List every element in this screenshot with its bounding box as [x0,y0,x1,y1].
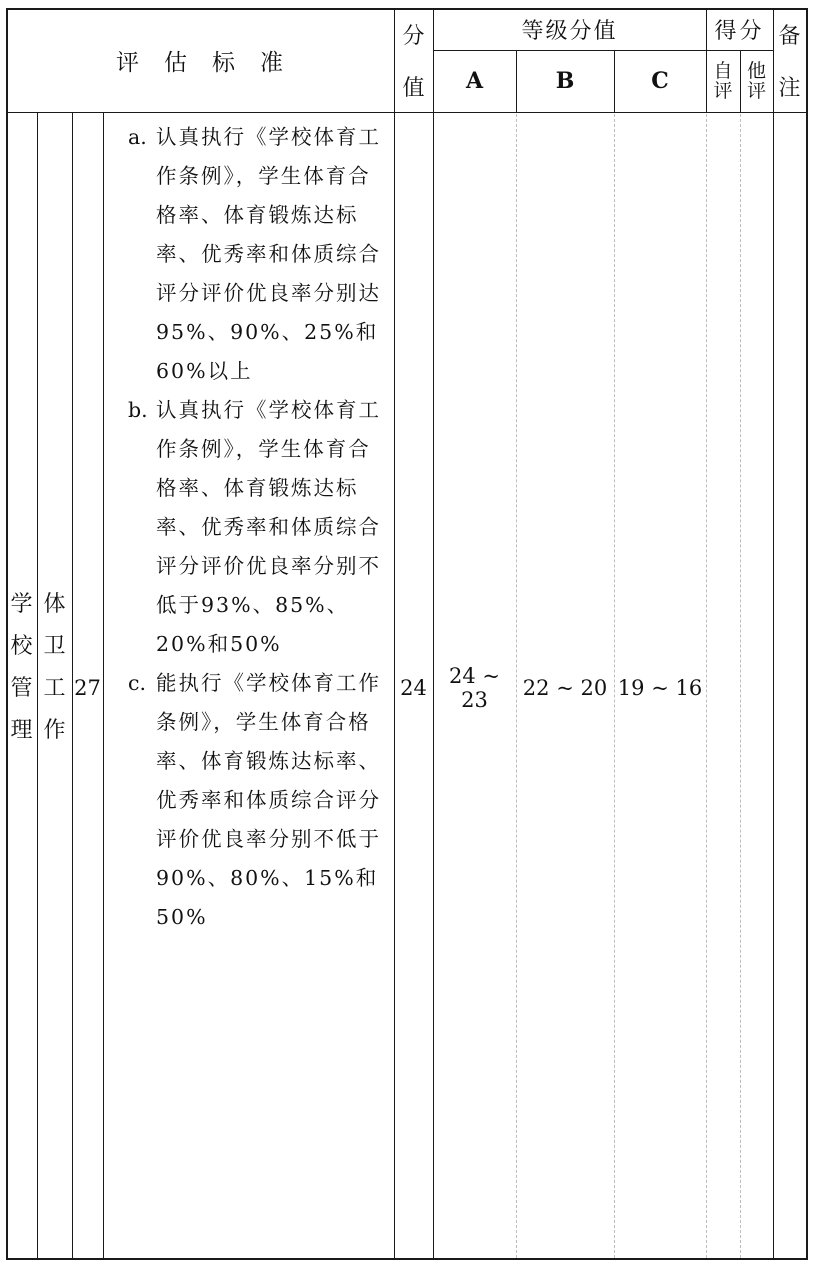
criteria-item-c [128,664,388,937]
category-char-4: 理 [10,718,33,743]
grade-b-header: B [555,68,575,94]
grade-values-header: 等级分值 [521,18,618,44]
border-right [806,8,808,1260]
category-cell [6,568,37,768]
criteria-text-b: 认真执行《学校体育工作条例》，学生体育合格率、体育锻炼达标率、优秀率和体质综合评分评价优良率分别不低于93%、85%、20%和50% [156,398,381,656]
grade-b-cell: 22 ~ 20 [522,676,608,700]
col-line-score-left [394,8,395,1258]
header-divider [6,112,808,113]
criteria-text-c: 能执行《学校体育工作条例》，学生体育合格率、体育锻炼达标率、优秀率和体质综合评分评价优良率分别不低于90%、80%、15%和50% [156,671,381,929]
subcategory-char-3: 工 [43,676,66,701]
dash-grade-right [706,114,707,1258]
evaluation-table [6,8,808,1260]
score-cell: 24 [400,676,427,700]
criteria-item-a [128,118,388,391]
criteria-text [128,118,388,937]
subcategory-char-2: 卫 [43,634,66,659]
col-line-3 [103,112,104,1258]
criteria-header: 评 估 标 准 [116,49,284,76]
self-eval-header [706,50,740,112]
obtained-header: 得分 [714,18,765,44]
criteria-marker-b: b. [128,398,148,422]
criteria-marker-c: c. [128,671,146,695]
grade-a-cell: 24 ~ 23 [449,664,500,712]
remarks-header-top: 备 [778,23,801,49]
criteria-text-a: 认真执行《学校体育工作条例》，学生体育合格率、体育锻炼达标率、优秀率和体质综合评分评价优良率分别达95%、90%、25%和60%以上 [156,125,381,383]
grade-c-header: C [651,68,669,94]
category-char-3: 管 [10,676,33,701]
border-bottom [6,1258,808,1260]
category-char-1: 学 [10,592,33,617]
criteria-item-b [128,391,388,664]
other-eval-header [740,50,773,112]
col-line-score-right [433,8,434,1258]
criteria-marker-a: a. [128,125,147,149]
self-eval-char-1: 自 [713,60,733,82]
remarks-header-bottom: 注 [778,75,801,101]
points-cell: 27 [74,676,101,700]
col-line-remarks [773,8,774,1258]
category-char-2: 校 [10,634,33,659]
self-eval-char-2: 评 [713,80,733,102]
grade-a-header: A [465,68,484,94]
subcategory-cell [37,568,72,768]
score-header-top: 分 [402,23,425,49]
grade-c-cell: 19 ~ 16 [617,676,703,700]
dash-self-other [740,114,741,1258]
subcategory-char-4: 作 [43,718,66,743]
other-eval-char-2: 评 [746,80,766,102]
subcategory-char-1: 体 [43,592,66,617]
other-eval-char-1: 他 [746,60,766,82]
score-header-bottom: 值 [402,75,425,101]
